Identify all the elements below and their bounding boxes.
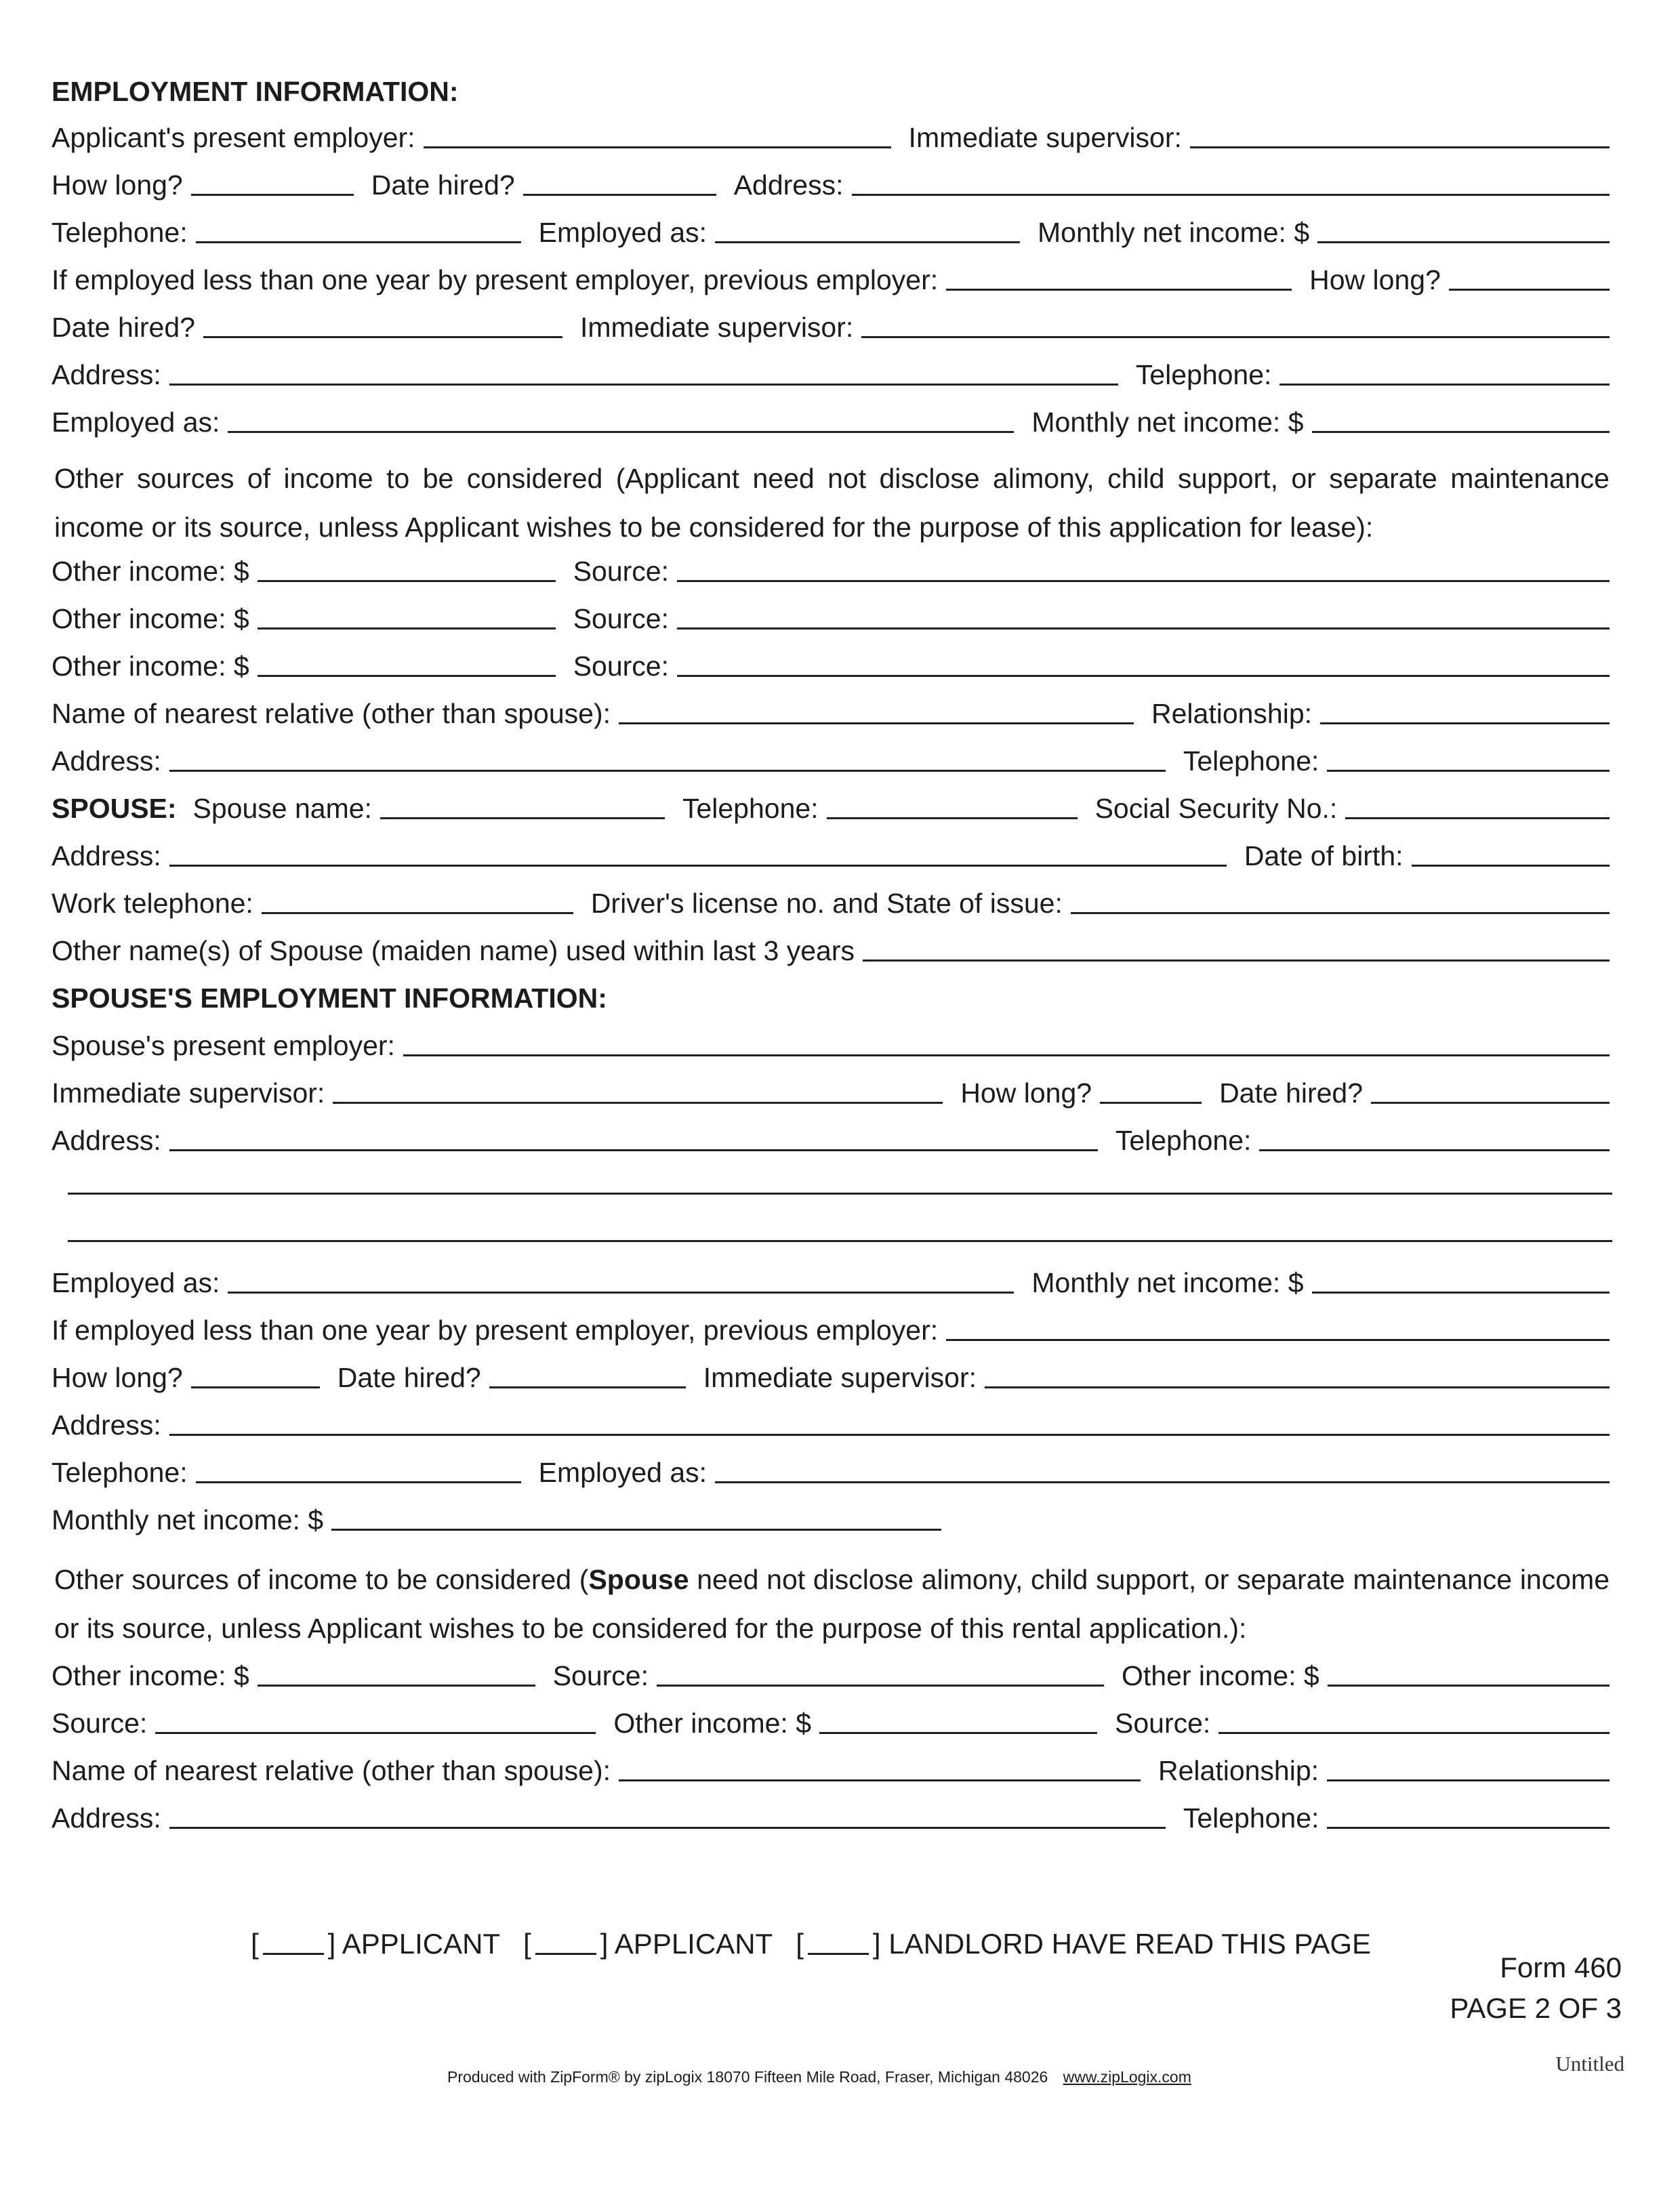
- produced-with-footer: [447, 2068, 1191, 2086]
- how-long-label: How long?: [52, 169, 183, 201]
- row-prev-address: [52, 359, 1610, 391]
- row-work-telephone: [52, 888, 1610, 920]
- ack-landlord-label: ] LANDLORD HAVE READ THIS PAGE: [872, 1928, 1372, 1960]
- other-income-field[interactable]: [258, 627, 556, 629]
- spouse-employment-heading: SPOUSE'S EMPLOYMENT INFORMATION:: [52, 983, 607, 1014]
- present-employer-field[interactable]: [424, 146, 891, 148]
- prev-address-field[interactable]: [169, 384, 1118, 386]
- spouse-relative-telephone-label: Telephone:: [1183, 1802, 1319, 1834]
- spouse-prev-how-long-field[interactable]: [191, 1386, 320, 1388]
- spouse-prev-telephone-field[interactable]: [196, 1481, 521, 1483]
- row-spouse-employed-as: [52, 1267, 1610, 1299]
- row-previous-employer: [52, 264, 1610, 296]
- work-telephone-field[interactable]: [262, 912, 573, 914]
- spouse-relative-address-field[interactable]: [169, 1827, 1166, 1829]
- relationship-label: Relationship:: [1151, 698, 1313, 729]
- spouse-supervisor-field[interactable]: [333, 1102, 943, 1104]
- employed-as-label: Employed as:: [538, 217, 708, 248]
- spouse-prev-monthly-field[interactable]: [331, 1529, 941, 1531]
- bracket-open: [: [523, 1928, 531, 1960]
- source-field[interactable]: [677, 627, 1610, 629]
- spouse-date-hired-field[interactable]: [1371, 1102, 1610, 1104]
- relative-telephone-label: Telephone:: [1183, 745, 1319, 777]
- spouse-other-income-label: Other income: $: [613, 1708, 811, 1739]
- spouse-source-field[interactable]: [1218, 1732, 1610, 1734]
- spouse-emp-telephone-field[interactable]: [1259, 1149, 1610, 1151]
- spouse-monthly-income-label: Monthly net income: $: [1031, 1267, 1304, 1298]
- spouse-other-income-label: Other income: $: [1122, 1660, 1319, 1691]
- row-how-long: [52, 169, 1610, 201]
- row-other-income-3: [52, 651, 1610, 682]
- ack-initials-field-3[interactable]: [808, 1953, 869, 1955]
- previous-employer-label: If employed less than one year by present employer, previous employer:: [52, 264, 939, 295]
- spouse-source-label: Source:: [552, 1660, 649, 1691]
- spouse-relative-telephone-field[interactable]: [1327, 1827, 1610, 1829]
- spouse-other-income-field[interactable]: [1328, 1685, 1610, 1687]
- spouse-how-long-label: How long?: [960, 1077, 1092, 1109]
- spouse-other-sources-paragraph: [54, 1555, 1610, 1653]
- spouse-supervisor-label: Immediate supervisor:: [52, 1077, 325, 1109]
- ziplogix-link[interactable]: www.zipLogix.com: [1063, 2068, 1191, 2086]
- row-prev-employed-as: [52, 407, 1610, 438]
- present-employer-label: Applicant's present employer:: [52, 122, 415, 153]
- row-spouse-supervisor: [52, 1077, 1610, 1109]
- spouse-other-sources-text-b: need not disclose alimony, child support, or separate maintenance income or its source, unless Applicant wishes to be considered for the purpose of this rental application.):: [54, 1564, 1610, 1644]
- telephone-field[interactable]: [196, 241, 521, 243]
- spouse-source-label: Source:: [1115, 1708, 1211, 1739]
- monthly-income-label: Monthly net income: $: [1038, 217, 1310, 248]
- other-names-field[interactable]: [863, 959, 1610, 962]
- relationship-field[interactable]: [1320, 722, 1610, 724]
- drivers-license-field[interactable]: [1071, 912, 1610, 914]
- row-spouse-relative-address: [52, 1802, 1610, 1834]
- spouse-employment-heading-row: [52, 983, 1610, 1014]
- spouse-prev-telephone-label: Telephone:: [52, 1457, 188, 1488]
- monthly-income-field[interactable]: [1317, 241, 1610, 243]
- spouse-previous-employer-field[interactable]: [946, 1339, 1610, 1341]
- spouse-other-sources-bold: Spouse: [588, 1564, 689, 1595]
- row-spouse-prev-monthly: [52, 1504, 1610, 1536]
- row-spouse-address-emp: [52, 1125, 1610, 1157]
- spouse-other-income-field[interactable]: [819, 1732, 1097, 1734]
- row-spouse-prev-how-long: [52, 1362, 1610, 1394]
- spouse-nearest-relative-field[interactable]: [619, 1779, 1141, 1781]
- row-spouse-nearest-relative: [52, 1755, 1610, 1787]
- ack-landlord: [796, 1928, 1371, 1960]
- row-spouse-name: [52, 793, 1610, 825]
- prev-date-hired-field[interactable]: [203, 336, 562, 338]
- spouse-prev-how-long-label: How long?: [52, 1362, 183, 1393]
- spouse-prev-supervisor-field[interactable]: [985, 1386, 1610, 1388]
- blank-line-2[interactable]: [68, 1240, 1612, 1242]
- ack-initials-field-2[interactable]: [535, 1953, 596, 1955]
- spouse-employed-as-field[interactable]: [228, 1292, 1014, 1294]
- source-label: Source:: [573, 651, 669, 682]
- spouse-other-income-field[interactable]: [258, 1685, 535, 1687]
- spouse-telephone-field[interactable]: [827, 817, 1078, 819]
- spouse-emp-telephone-label: Telephone:: [1115, 1125, 1252, 1156]
- other-income-label: Other income: $: [52, 603, 249, 634]
- source-field[interactable]: [677, 675, 1610, 677]
- ssn-label: Social Security No.:: [1094, 793, 1338, 824]
- nearest-relative-label: Name of nearest relative (other than spouse):: [52, 698, 611, 729]
- prev-how-long-label: How long?: [1309, 264, 1441, 295]
- spouse-other-sources-text-a: Other sources of income to be considered (: [54, 1564, 589, 1595]
- spouse-prev-employed-as-field[interactable]: [715, 1481, 1610, 1483]
- spouse-relationship-field[interactable]: [1327, 1779, 1610, 1781]
- source-label: Source:: [573, 556, 669, 587]
- ack-applicant-2: [523, 1928, 773, 1960]
- ack-applicant-1-label: ] APPLICANT: [327, 1928, 501, 1960]
- prev-monthly-income-field[interactable]: [1312, 431, 1610, 433]
- spouse-emp-address-field[interactable]: [169, 1149, 1098, 1151]
- other-sources-paragraph: Other sources of income to be considered (Applicant need not disclose alimony, child support, or separate maintenance income or its source, unless Applicant wishes to be considered for the purpose of this application for lease):: [54, 463, 1610, 543]
- prev-monthly-income-label: Monthly net income: $: [1031, 407, 1304, 438]
- ack-applicant-2-label: ] APPLICANT: [600, 1928, 773, 1960]
- date-hired-field[interactable]: [523, 194, 716, 196]
- spouse-previous-employer-label: If employed less than one year by present employer, previous employer:: [52, 1315, 939, 1346]
- untitled-label: Untitled: [1555, 2052, 1624, 2076]
- other-income-label: Other income: $: [52, 556, 249, 587]
- spouse-emp-address-label: Address:: [52, 1125, 161, 1156]
- row-prev-date-hired: [52, 312, 1610, 344]
- spouse-name-label: Spouse name:: [192, 793, 372, 824]
- row-spouse-address: [52, 840, 1610, 872]
- spouse-employed-as-label: Employed as:: [52, 1267, 220, 1298]
- dob-field[interactable]: [1412, 865, 1610, 867]
- source-field[interactable]: [677, 580, 1610, 582]
- spouse-prev-monthly-label: Monthly net income: $: [52, 1504, 324, 1535]
- row-spouse-prev-telephone: [52, 1457, 1610, 1489]
- spouse-relationship-label: Relationship:: [1158, 1755, 1319, 1786]
- spouse-prev-employed-as-label: Employed as:: [538, 1457, 708, 1488]
- spouse-source-field[interactable]: [155, 1732, 596, 1734]
- other-income-field[interactable]: [258, 580, 556, 582]
- form-number: Form 460: [1500, 1952, 1622, 1983]
- date-hired-label: Date hired?: [371, 169, 515, 201]
- employed-as-field[interactable]: [715, 241, 1020, 243]
- address-field[interactable]: [852, 194, 1610, 196]
- supervisor-label: Immediate supervisor:: [908, 122, 1182, 153]
- prev-supervisor-label: Immediate supervisor:: [579, 312, 854, 343]
- spouse-prev-date-hired-label: Date hired?: [337, 1362, 481, 1393]
- spouse-heading: SPOUSE:: [52, 793, 177, 824]
- employment-heading-row: [52, 76, 1610, 108]
- address-label: Address:: [733, 169, 844, 201]
- spouse-address-field[interactable]: [169, 865, 1227, 867]
- relative-telephone-field[interactable]: [1327, 770, 1610, 772]
- prev-telephone-field[interactable]: [1279, 384, 1610, 386]
- spouse-source-label: Source:: [52, 1708, 148, 1739]
- nearest-relative-field[interactable]: [619, 722, 1134, 724]
- spouse-employer-field[interactable]: [403, 1054, 1610, 1056]
- row-spouse-employer: [52, 1030, 1610, 1062]
- row-spouse-prev-address: [52, 1409, 1610, 1441]
- spouse-prev-address-label: Address:: [52, 1409, 161, 1441]
- row-spouse-previous-employer: [52, 1315, 1610, 1346]
- source-label: Source:: [573, 603, 669, 634]
- spouse-monthly-income-field[interactable]: [1312, 1292, 1610, 1294]
- spouse-prev-date-hired-field[interactable]: [489, 1386, 686, 1388]
- blank-line-1[interactable]: [68, 1193, 1612, 1195]
- other-income-field[interactable]: [258, 675, 556, 677]
- spouse-date-hired-label: Date hired?: [1219, 1077, 1364, 1109]
- produced-with-text: Produced with ZipForm® by zipLogix 18070 Fifteen Mile Road, Fraser, Michigan 48026: [447, 2068, 1048, 2086]
- row-present-employer: [52, 122, 1610, 154]
- acknowledgement-row: [251, 1928, 1394, 1960]
- row-other-names: [52, 935, 1610, 967]
- spouse-telephone-label: Telephone:: [682, 793, 819, 824]
- supervisor-field[interactable]: [1190, 146, 1610, 148]
- bracket-open: [: [251, 1928, 259, 1960]
- spouse-employer-label: Spouse's present employer:: [52, 1030, 395, 1061]
- spouse-address-label: Address:: [52, 840, 161, 871]
- row-telephone: [52, 217, 1610, 249]
- spouse-nearest-relative-label: Name of nearest relative (other than spouse):: [52, 1755, 611, 1786]
- spouse-source-field[interactable]: [657, 1685, 1104, 1687]
- ack-initials-field-1[interactable]: [263, 1953, 324, 1955]
- telephone-label: Telephone:: [52, 217, 188, 248]
- previous-employer-field[interactable]: [946, 289, 1292, 291]
- spouse-prev-address-field[interactable]: [169, 1434, 1610, 1436]
- row-spouse-other-income-2: [52, 1708, 1610, 1739]
- prev-how-long-field[interactable]: [1449, 289, 1610, 291]
- employment-heading: EMPLOYMENT INFORMATION:: [52, 76, 459, 107]
- row-other-income-2: [52, 603, 1610, 635]
- bracket-open: [: [796, 1928, 804, 1960]
- row-relative-address: [52, 745, 1610, 777]
- row-spouse-other-income-1: [52, 1660, 1610, 1692]
- other-income-label: Other income: $: [52, 651, 249, 682]
- prev-telephone-label: Telephone:: [1135, 359, 1272, 390]
- prev-employed-as-label: Employed as:: [52, 407, 220, 438]
- spouse-relative-address-label: Address:: [52, 1802, 161, 1834]
- row-other-income-1: [52, 556, 1610, 587]
- prev-employed-as-field[interactable]: [228, 431, 1014, 433]
- prev-supervisor-field[interactable]: [861, 336, 1610, 338]
- prev-address-label: Address:: [52, 359, 161, 390]
- work-telephone-label: Work telephone:: [52, 888, 253, 919]
- relative-address-field[interactable]: [169, 770, 1166, 772]
- relative-address-label: Address:: [52, 745, 161, 777]
- dob-label: Date of birth:: [1244, 840, 1404, 871]
- how-long-field[interactable]: [191, 194, 354, 196]
- spouse-how-long-field[interactable]: [1100, 1102, 1202, 1104]
- page-indicator: PAGE 2 OF 3: [1450, 1992, 1622, 2024]
- spouse-name-field[interactable]: [380, 817, 665, 819]
- ack-applicant-1: [251, 1928, 500, 1960]
- ssn-field[interactable]: [1345, 817, 1610, 819]
- other-names-label: Other name(s) of Spouse (maiden name) used within last 3 years: [52, 935, 855, 966]
- drivers-license-label: Driver's license no. and State of issue:: [590, 888, 1063, 919]
- spouse-prev-supervisor-label: Immediate supervisor:: [703, 1362, 977, 1393]
- row-nearest-relative: [52, 698, 1610, 730]
- prev-date-hired-label: Date hired?: [52, 312, 195, 343]
- spouse-other-income-label: Other income: $: [52, 1660, 249, 1691]
